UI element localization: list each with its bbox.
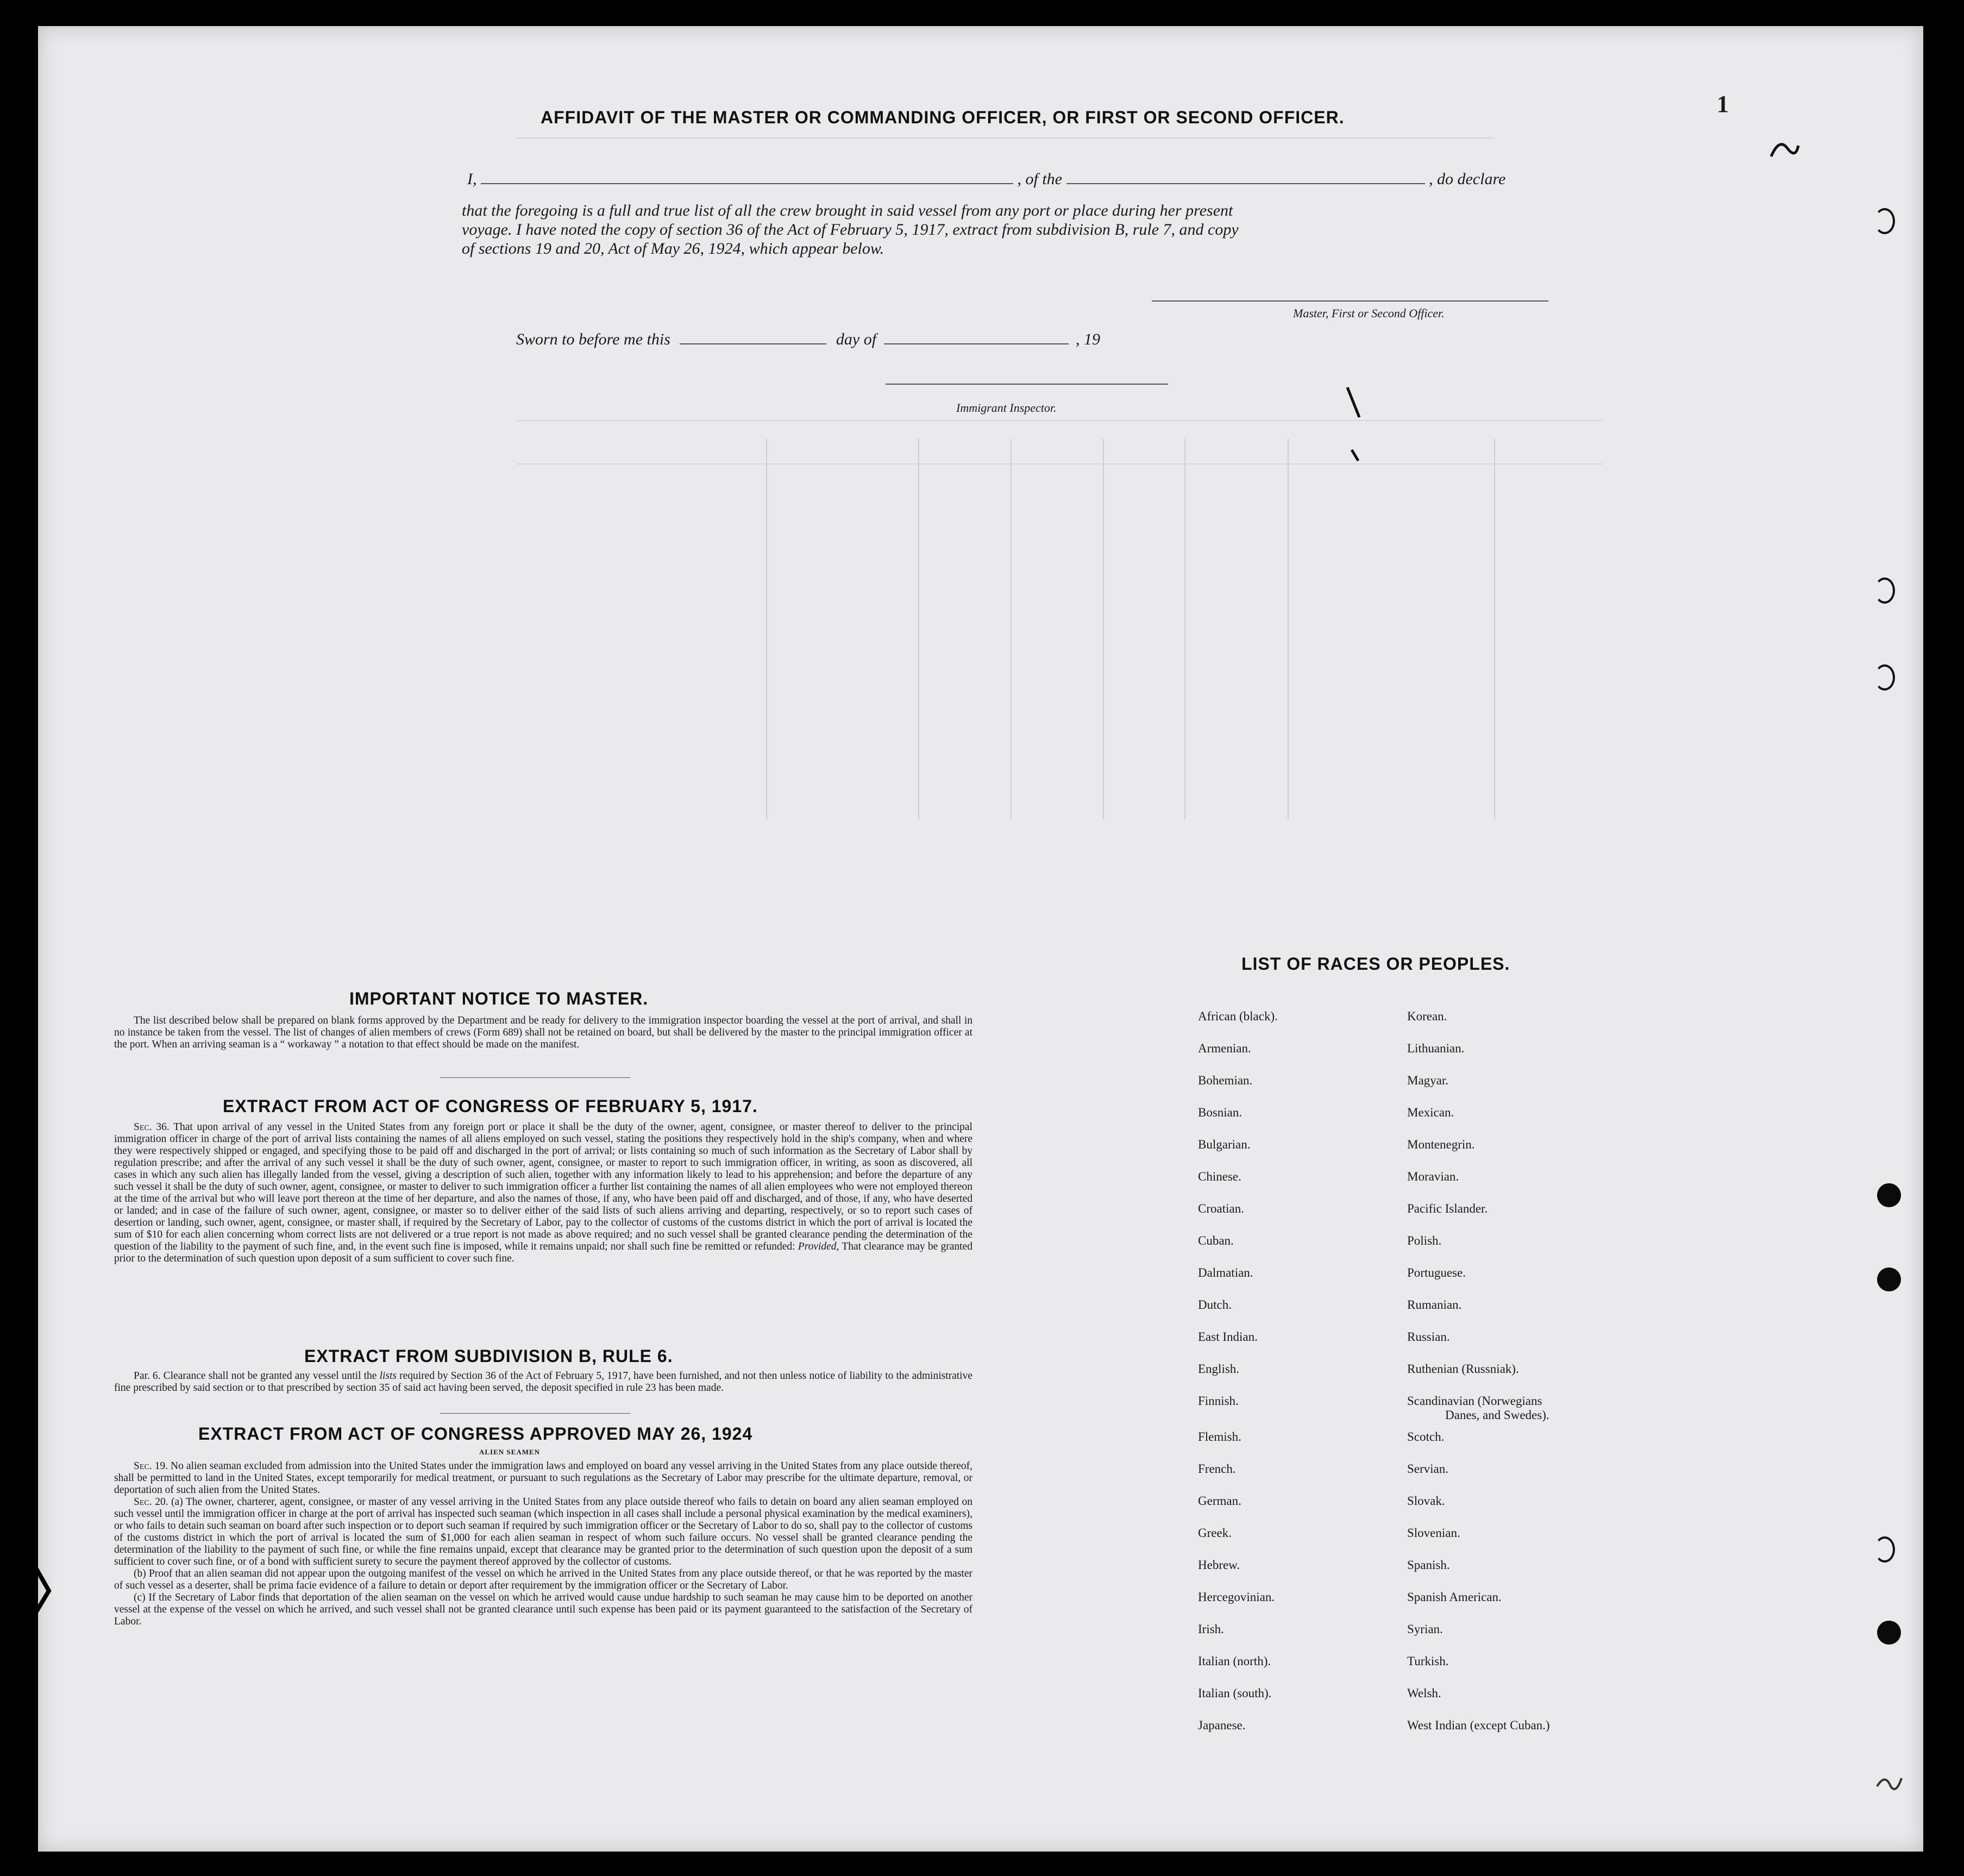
race-item: Bosnian. <box>1198 1106 1243 1119</box>
race-item: Scotch. <box>1407 1430 1445 1444</box>
race-item: Slovak. <box>1407 1494 1445 1508</box>
race-item: Flemish. <box>1198 1430 1241 1444</box>
race-item: Lithuanian. <box>1407 1041 1465 1055</box>
race-item: Scandinavian (Norwegians <box>1407 1394 1542 1408</box>
day-of-label: day of <box>836 330 877 348</box>
race-item: East Indian. <box>1198 1330 1258 1344</box>
sec19-text: No alien seaman excluded from admission into the United States under the immigration laws and employed on board any vessel arriving in the United States from any place outside thereof, shall be permitted to land in the United States, except temporarily for medical treatment, or pursuant to such regulations as the Secretary of Labor may prescribe for the ultimate departure, removal, or deportation of such alien from the United States. <box>114 1460 973 1496</box>
race-item: French. <box>1198 1462 1236 1476</box>
section-text-end: That clearance may be granted prior to the determination of such question upon deposit of a sum sufficient to cover such fine. <box>114 1241 972 1264</box>
binder-hole-ring <box>1874 208 1895 234</box>
race-item: Polish. <box>1407 1234 1442 1247</box>
race-item: Bohemian. <box>1198 1074 1253 1087</box>
notice-paragraph: The list described below shall be prepared on blank forms approved by the Department and be ready for delivery to the immigration inspector boarding the vessel at the port of arrival, and shall in no instance be taken from the vessel. The list of changes of alien members of crews (Form 689) shall not be retained on board, but shall be delivered by the master to the principal immigration officer at the port. When an arriving seaman is a “ workaway ” a notation to that effect should be made on the manifest. <box>114 1015 972 1050</box>
declaration-line <box>467 170 1570 189</box>
affidavit-body-line: voyage. I have noted the copy of section 36 of the Act of February 5, 1917, extract from subdivision B, rule 7, and copy <box>462 221 1239 239</box>
race-item: Dalmatian. <box>1198 1266 1253 1279</box>
binder-hole-ring <box>1874 664 1895 691</box>
race-item: Spanish. <box>1407 1558 1450 1572</box>
extract-1924-text <box>114 1460 972 1628</box>
master-signature-label: Master, First or Second Officer. <box>1293 306 1445 320</box>
margin-scribble <box>1766 135 1809 167</box>
races-right-column <box>1407 1009 1550 1750</box>
alien-seamen-subheading: ALIEN SEAMEN <box>479 1448 541 1456</box>
race-item: Syrian. <box>1407 1622 1443 1636</box>
race-item: Rumanian. <box>1407 1298 1462 1312</box>
sec19-label: Sec. 19. <box>134 1460 168 1472</box>
race-item: Italian (south). <box>1198 1686 1272 1700</box>
race-item: Spanish American. <box>1407 1590 1502 1604</box>
race-item: Russian. <box>1407 1330 1450 1344</box>
race-item: Servian. <box>1407 1462 1449 1476</box>
sec20b-text: (b) Proof that an alien seaman did not appear upon the outgoing manifest of the vessel on which he arrived in the United States from any place outside thereof, or that he was reported by the master of such vessel as a deserter, shall be prima facie evidence of a failure to detain or deport after requirement by the immigration officer or the Secretary of Labor. <box>114 1568 972 1591</box>
race-item: Hercegovinian. <box>1198 1590 1275 1604</box>
affidavit-heading: AFFIDAVIT OF THE MASTER OR COMMANDING OFFICER, OR FIRST OR SECOND OFFICER. <box>541 108 1345 127</box>
rule6-text-a: Par. 6. Clearance shall not be granted any vessel until the <box>134 1370 377 1382</box>
master-signature-line[interactable] <box>1152 300 1548 302</box>
race-item: Montenegrin. <box>1407 1138 1475 1151</box>
race-item: Moravian. <box>1407 1170 1459 1183</box>
sec20a-text: (a) The owner, charterer, agent, consignee, or master of any vessel arriving in the United States from any place outside thereof who fails to detain on board any alien seaman employed on such vessel until the immigration officer in charge at the port of arrival has inspected such seaman (which inspection in all cases shall include a personal physical examination by the medical examiners), or who fails to detain such seaman on board after such inspection or to deport such seaman if required by such immigration officer or the Secretary of Labor to do so, shall pay to the collector of customs of the customs district in which the port of arrival is located the sum of $1,000 for each alien seaman in respect of whom such failure occurs. No vessel shall be granted clearance pending the determination of the liability to the payment of such fine, or while the fine remains unpaid, except that clearance may be granted prior to the determination of such question upon the deposit of a sum sufficient to cover such fine, or of a bond with sufficient surety to secure the payment thereof approved by the collector of customs. <box>114 1496 972 1567</box>
extract-rule6-heading: EXTRACT FROM SUBDIVISION B, RULE 6. <box>304 1346 673 1366</box>
vessel-name-field[interactable] <box>1066 183 1425 184</box>
extract-1917-text <box>114 1121 972 1265</box>
race-item: Greek. <box>1198 1526 1232 1540</box>
race-item: Slovenian. <box>1407 1526 1460 1540</box>
binder-hole-ring <box>1874 1536 1895 1563</box>
binder-hole <box>1877 1268 1901 1291</box>
do-declare-label: , do declare <box>1429 170 1506 188</box>
race-item: Mexican. <box>1407 1106 1454 1119</box>
lists-word: lists <box>379 1370 397 1382</box>
declarant-name-field[interactable] <box>481 183 1013 184</box>
inspector-signature-line[interactable] <box>886 384 1168 385</box>
section-label: Sec. 36. <box>134 1121 170 1133</box>
sworn-day-field[interactable] <box>680 343 826 344</box>
binder-hole-ring <box>1874 578 1895 604</box>
rule6-text-b: required by Section 36 of the Act of February 5, 1917, have been furnished, and not then unless notice of liability to the administrative fine prescribed by said section or to that prescribed by section 35 of said act having been served, the deposit specified in rule 23 has been made. <box>114 1370 973 1394</box>
race-item: Armenian. <box>1198 1041 1251 1055</box>
race-item: Irish. <box>1198 1622 1224 1636</box>
extract-1924-heading: EXTRACT FROM ACT OF CONGRESS APPROVED MAY 26, 1924 <box>198 1424 753 1444</box>
notice-text <box>114 1015 972 1051</box>
provided-label: Provided, <box>798 1241 839 1252</box>
notice-heading: IMPORTANT NOTICE TO MASTER. <box>349 989 649 1008</box>
races-left-column <box>1198 1009 1278 1750</box>
race-item: Finnish. <box>1198 1394 1239 1408</box>
page-number: 1 <box>1717 91 1729 117</box>
race-item: West Indian (except Cuban.) <box>1407 1718 1550 1732</box>
race-item: Dutch. <box>1198 1298 1232 1312</box>
margin-scribble <box>1874 1770 1907 1797</box>
left-edge-tear <box>16 1547 60 1623</box>
binder-hole <box>1877 1183 1901 1207</box>
race-item-multiline <box>1407 1394 1550 1430</box>
binder-hole <box>1877 1621 1901 1645</box>
race-item: Bulgarian. <box>1198 1138 1251 1151</box>
race-item: Cuban. <box>1198 1234 1234 1247</box>
race-item: Japanese. <box>1198 1718 1246 1732</box>
pencil-mark <box>1342 379 1375 488</box>
race-item: Croatian. <box>1198 1202 1244 1215</box>
race-item-continuation: Danes, and Swedes). <box>1445 1408 1549 1422</box>
document-page <box>38 26 1923 1852</box>
race-item: Korean. <box>1407 1009 1447 1023</box>
sworn-label: Sworn to before me this <box>516 330 670 348</box>
race-item: Chinese. <box>1198 1170 1241 1183</box>
race-item: German. <box>1198 1494 1241 1508</box>
extract-1917-heading: EXTRACT FROM ACT OF CONGRESS OF FEBRUARY 5, 1917. <box>223 1096 758 1116</box>
divider <box>440 1413 630 1414</box>
race-item: Welsh. <box>1407 1686 1441 1700</box>
sworn-line <box>516 330 1100 349</box>
of-the-label: , of the <box>1017 170 1062 188</box>
race-item: Hebrew. <box>1198 1558 1240 1572</box>
inspector-signature-label: Immigrant Inspector. <box>956 401 1057 415</box>
divider <box>440 1077 630 1078</box>
sworn-month-field[interactable] <box>884 343 1069 344</box>
race-item: Ruthenian (Russniak). <box>1407 1362 1519 1376</box>
races-heading: LIST OF RACES OR PEOPLES. <box>1241 954 1510 974</box>
race-item: Pacific Islander. <box>1407 1202 1488 1215</box>
race-item: Magyar. <box>1407 1074 1449 1087</box>
race-item: Turkish. <box>1407 1654 1449 1668</box>
affidavit-body <box>462 201 1239 258</box>
race-item: English. <box>1198 1362 1240 1376</box>
sec20c-text: (c) If the Secretary of Labor finds that deportation of the alien seaman on the vessel on which he arrived would cause undue hardship to such seaman he may cause him to be deported on another vessel at the expense of the vessel on which he arrived, and such vessel shall not be granted clearance until such expense has been paid or its payment guaranteed to the satisfaction of the Secretary of Labor. <box>114 1592 972 1627</box>
sec20-label: Sec. 20. <box>134 1496 168 1508</box>
race-item: Portuguese. <box>1407 1266 1466 1279</box>
race-item: African (black). <box>1198 1009 1278 1023</box>
race-item: Italian (north). <box>1198 1654 1271 1668</box>
extract-rule6-text <box>114 1370 972 1394</box>
year-label: , 19 <box>1076 330 1101 348</box>
section-text: That upon arrival of any vessel in the United States from any foreign port or place it shall be the duty of the owner, agent, consignee, or master thereof to deliver to the principal immigration officer in charge of the port of arrival lists containing the names of all aliens employed on such vessel, stating the positions they respectively hold in the ship's company, when and where they were respectively shipped or engaged, and specifying those to be paid off and discharged in the port of arrival; or lists containing so much of such information as the Secretary of Labor shall by regulation prescribe; and after the arrival of any such vessel it shall be the duty of such owner, agent, consignee, or master to report to such immigration officer, in writing, as soon as discovered, all cases in which any such alien has illegally landed from the vessel, giving a description of such alien, together with any information likely to lead to his apprehension; and before the departure of any such vessel it shall be the duty of such owner, agent, consignee, or master to deliver to such immigration officer a further list containing the names of all alien employees who were not employed thereon at the time of the arrival but who will leave port thereon at the time of her departure, and also the names of those, if any, who have been paid off and discharged, and of those, if any, who have deserted or landed; and in case of the failure of such owner, agent, consignee, or master so to deliver either of the said lists of such aliens arriving and departing, respectively, or so to report such cases of desertion or landing, such owner, agent, consignee, or master shall, if required by the Secretary of Labor, pay to the collector of customs of the customs district in which the port of arrival is located the sum of $10 for each alien concerning whom correct lists are not delivered or a true report is not made as above required; and no such vessel shall be granted clearance pending the determination of the question of the liability to the payment of such fine, and, in the event such fine is imposed, while it remains unpaid; nor shall such fine be remitted or refunded: <box>114 1121 972 1252</box>
i-label: I, <box>467 170 477 188</box>
affidavit-body-line: of sections 19 and 20, Act of May 26, 1924, which appear below. <box>462 240 884 258</box>
affidavit-body-line: that the foregoing is a full and true list of all the crew brought in said vessel from any port or place during her present <box>462 202 1233 219</box>
